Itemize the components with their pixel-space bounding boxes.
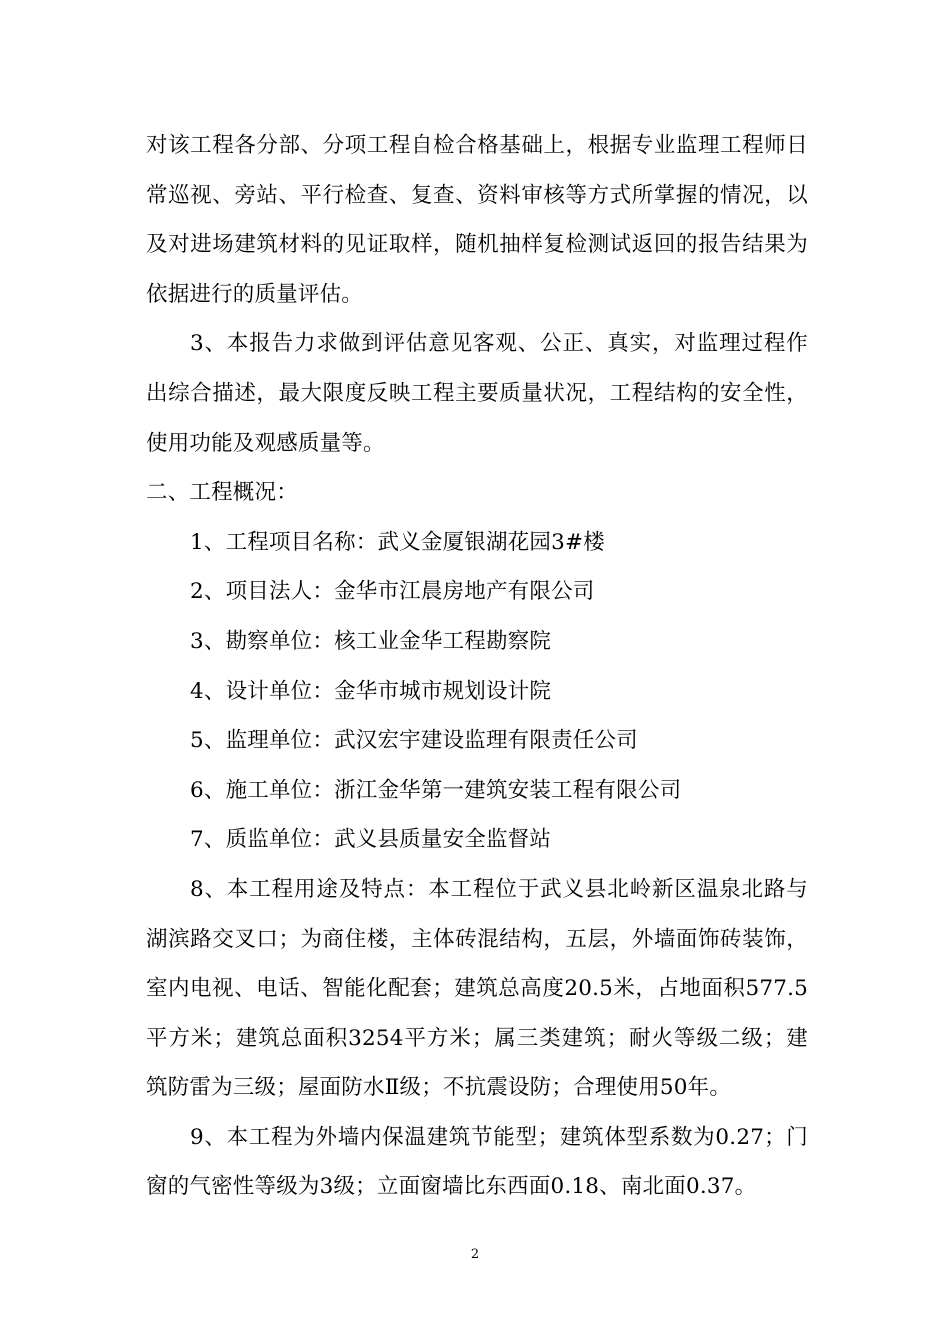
list-item-design-unit: 4、设计单位：金华市城市规划设计院 <box>190 678 552 704</box>
list-item-survey-unit: 3、勘察单位：核工业金华工程勘察院 <box>190 628 552 654</box>
list-item-energy-saving: 9、本工程为外墙内保温建筑节能型；建筑体型系数为0.27；门窗的气密性等级为3级；立面窗墙比东西面0.18、南北面0.37。 <box>146 1124 808 1200</box>
list-item-quality-supervision-unit: 7、质监单位：武义县质量安全监督站 <box>190 827 552 853</box>
document-body <box>146 121 808 1212</box>
page-number: 2 <box>470 1247 480 1262</box>
list-item-supervision-unit: 5、监理单位：武汉宏宇建设监理有限责任公司 <box>190 728 638 754</box>
list-item-project-name: 1、工程项目名称：武义金厦银湖花园3#楼 <box>190 529 605 555</box>
paragraph-evaluation-basis: 对该工程各分部、分项工程自检合格基础上，根据专业监理工程师日常巡视、旁站、平行检查、复查、资料审核等方式所掌握的情况，以及对进场建筑材料的见证取样，随机抽样复检测试返回的报告结果为依据进行的质量评估。 <box>146 133 808 307</box>
list-item-legal-entity: 2、项目法人：金华市江晨房地产有限公司 <box>190 579 595 605</box>
list-item-construction-unit: 6、施工单位：浙江金华第一建筑安装工程有限公司 <box>190 777 682 803</box>
list-item-project-features: 8、本工程用途及特点：本工程位于武义县北岭新区温泉北路与湖滨路交叉口；为商住楼，主体砖混结构，五层，外墙面饰砖装饰，室内电视、电话、智能化配套；建筑总高度20.5米，占地面积577.5平方米；建筑总面积3254平方米；属三类建筑；耐火等级二级；建筑防雷为三级；屋面防水Ⅱ级；不抗震设防；合理使用50年。 <box>146 876 808 1101</box>
section-heading-project-overview: 二、工程概况： <box>146 480 298 506</box>
paragraph-report-objective: 3、本报告力求做到评估意见客观、公正、真实，对监理过程作出综合描述，最大限度反映工程主要质量状况，工程结构的安全性，使用功能及观感质量等。 <box>146 331 808 456</box>
